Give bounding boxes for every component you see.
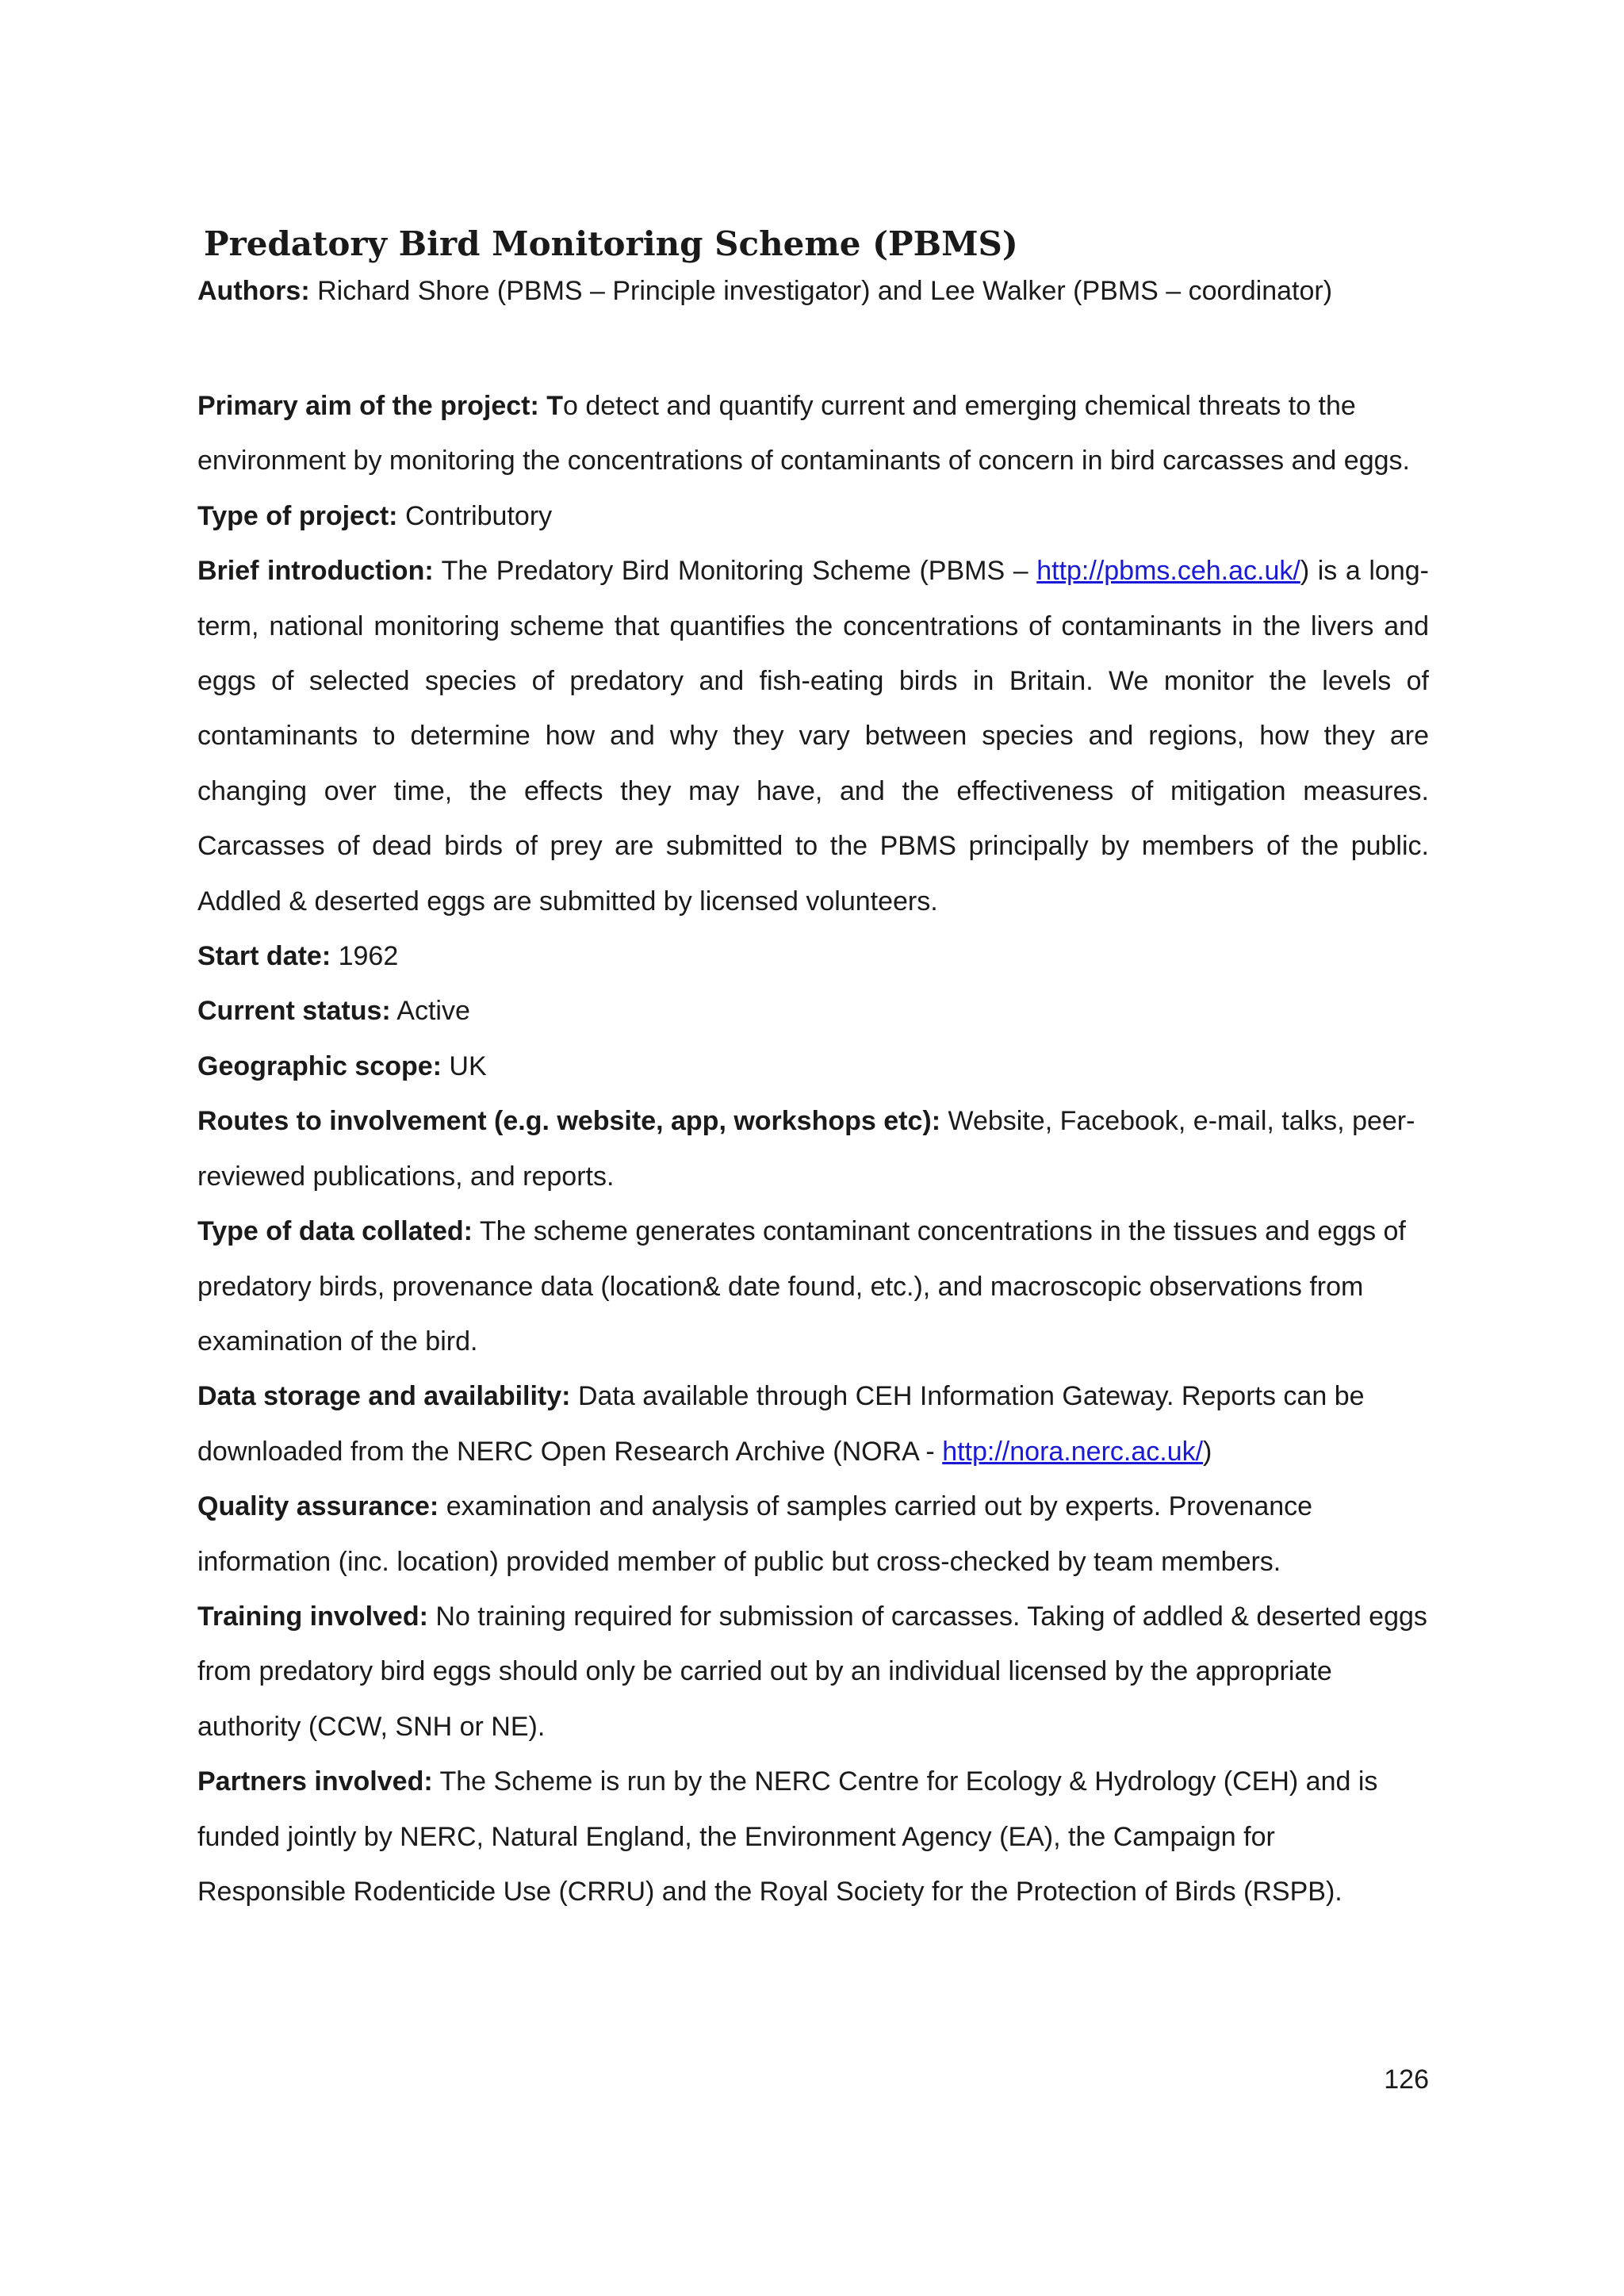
field-type-of-project xyxy=(197,489,1429,544)
partners-involved-label: Partners involved: xyxy=(197,1766,433,1797)
type-of-data-label: Type of data collated: xyxy=(197,1216,473,1247)
geographic-scope-value: UK xyxy=(449,1050,487,1081)
geographic-scope-label: Geographic scope: xyxy=(197,1050,442,1081)
type-of-project-label: Type of project: xyxy=(197,500,398,531)
quality-assurance-label: Quality assurance: xyxy=(197,1491,439,1522)
document-title: Predatory Bird Monitoring Scheme (PBMS) xyxy=(204,224,1018,263)
partners-involved-text: The Scheme is run by the NERC Centre for Ecology & Hydrology (CEH) and is funded jointly by NERC, Natural England, the Environment Agency (EA), the Campaign for Responsible Rodenticide Use (CRRU) and the Royal Society for the Protection of Birds (RSPB). xyxy=(197,1766,1378,1907)
pbms-website-link[interactable]: http://pbms.ceh.ac.uk/ xyxy=(1036,556,1300,587)
field-data-storage xyxy=(197,1369,1429,1479)
data-storage-text-end: ) xyxy=(1203,1436,1212,1467)
field-partners-involved xyxy=(197,1755,1429,1919)
field-routes-to-involvement xyxy=(197,1094,1429,1204)
data-storage-text-start: Data available through CEH Information Gateway. Reports can be downloaded from the NERC Open Research Archive (NORA - xyxy=(197,1381,1365,1467)
field-start-date xyxy=(197,929,1429,984)
field-quality-assurance xyxy=(197,1479,1429,1590)
start-date-label: Start date: xyxy=(197,941,331,972)
field-training-involved xyxy=(197,1590,1429,1755)
data-storage-label: Data storage and availability: xyxy=(197,1381,571,1412)
current-status-label: Current status: xyxy=(197,996,391,1027)
start-date-value: 1962 xyxy=(338,941,399,972)
type-of-data-text: The scheme generates contaminant concentrations in the tissues and eggs of predatory birds, provenance data (location& date found, etc.), and macroscopic observations from examination of the bird. xyxy=(197,1216,1406,1357)
training-involved-text: No training required for submission of carcasses. Taking of addled & deserted eggs from predatory bird eggs should only be carried out by an individual licensed by the appropriate authority (CCW, SNH or NE). xyxy=(197,1601,1427,1742)
field-brief-introduction xyxy=(197,544,1429,929)
page-number: 126 xyxy=(1384,2064,1429,2095)
authors-label: Authors: xyxy=(197,276,310,306)
nora-archive-link[interactable]: http://nora.nerc.ac.uk/ xyxy=(942,1436,1204,1467)
field-type-of-data xyxy=(197,1204,1429,1369)
authors-line xyxy=(197,271,1332,311)
routes-to-involvement-label: Routes to involvement (e.g. website, app, workshops etc): xyxy=(197,1106,941,1137)
primary-aim-text: o detect and quantify current and emerging chemical threats to the environment by monitoring the concentrations of contaminants of concern in bird carcasses and eggs. xyxy=(197,391,1410,476)
training-involved-label: Training involved: xyxy=(197,1601,428,1632)
document-body xyxy=(197,379,1429,1919)
routes-to-involvement-text: Website, Facebook, e-mail, talks, peer-reviewed publications, and reports. xyxy=(197,1106,1415,1192)
field-primary-aim xyxy=(197,379,1429,489)
quality-assurance-text: examination and analysis of samples carried out by experts. Provenance information (inc. location) provided member of public but cross-checked by team members. xyxy=(197,1491,1313,1577)
field-current-status xyxy=(197,984,1429,1039)
current-status-value: Active xyxy=(396,996,470,1027)
authors-text: Richard Shore (PBMS – Principle investigator) and Lee Walker (PBMS – coordinator) xyxy=(317,276,1333,306)
brief-introduction-text-start: The Predatory Bird Monitoring Scheme (PBMS – xyxy=(441,556,1028,587)
brief-introduction-label: Brief introduction: xyxy=(197,556,434,587)
primary-aim-label: Primary aim of the project: T xyxy=(197,391,563,421)
type-of-project-text: Contributory xyxy=(404,500,553,531)
brief-introduction-text-end: ) is a long-term, national monitoring scheme that quantifies the concentrations of contaminants in the livers and eggs of selected species of predatory and fish-eating birds in Britain. We monitor the levels of contaminants to determine how and why they vary between species and regions, how they are changing over time, the effects they may have, and the effectiveness of mitigation measures. Carcasses of dead birds of prey are submitted to the PBMS principally by members of the public. Addled & deserted eggs are submitted by licensed volunteers. xyxy=(197,556,1429,916)
field-geographic-scope xyxy=(197,1039,1429,1094)
